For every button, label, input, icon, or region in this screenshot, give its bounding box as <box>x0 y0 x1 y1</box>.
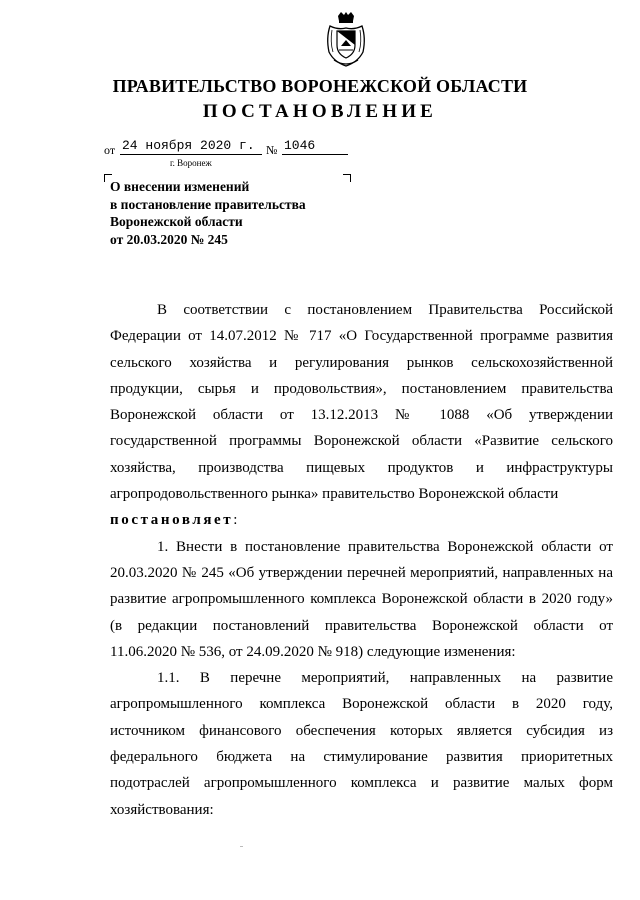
document-body <box>110 297 613 823</box>
date-prefix: от <box>104 143 116 157</box>
scan-artifact <box>240 846 243 847</box>
document-date: 24 ноября 2020 г. <box>120 138 262 155</box>
city: г. Воронеж <box>170 158 212 168</box>
government-title: ПРАВИТЕЛЬСТВО ВОРОНЕЖСКОЙ ОБЛАСТИ <box>112 76 528 96</box>
subject-line: Воронежской области <box>110 214 243 229</box>
subject-line: в постановление правительства <box>110 196 306 212</box>
document-number: 1046 <box>282 138 348 155</box>
item-1-paragraph: 1. Внести в постановление правительства Воронежской области от 20.03.2020 № 245 «Об утверждении перечней мероприятий, направленных на развитие агропромышленного комплекса Воронежской области в 2020 году» (в редакции постановлений правительства Воронежской области от 11.06.2020 № 536, от 24.09.2020 № 918) следующие изменения: <box>110 538 613 660</box>
coat-of-arms-icon <box>324 12 368 68</box>
number-prefix: № <box>266 143 278 157</box>
document-meta <box>104 138 364 162</box>
decree-colon: : <box>233 512 238 529</box>
subject-line: от 20.03.2020 № 245 <box>110 231 228 247</box>
item-1-1-paragraph: 1.1. В перечне мероприятий, направленных на развитие агропромышленного комплекса Воронежской области в 2020 году, источником финансового обеспечения которых является субсидия из федерального бюджета на стимулирование развития приоритетных подотраслей агропромышленного комплекса и развитие малых форм хозяйствования: <box>110 670 613 818</box>
decree-paragraph <box>110 507 613 533</box>
document-type: ПОСТАНОВЛЕНИЕ <box>202 101 438 122</box>
decree-word: постановляет <box>110 512 234 529</box>
document-subject <box>110 178 350 248</box>
preamble-paragraph: В соответствии с постановлением Правительства Российской Федерации от 14.07.2012 № 717 «О Государственной программе развития сельского хозяйства и регулирования рынков сельскохозяйственной продукции, сырья и продовольствия», постановлением правительства Воронежской области от 13.12.2013 № 1088 «Об утверждении государственной программы Воронежской области «Развитие сельского хозяйства, производства пищевых продуктов и инфраструктуры агропродовольственного рынка» правительство Воронежской области <box>110 302 613 503</box>
subject-line: О внесении изменений <box>110 179 250 194</box>
